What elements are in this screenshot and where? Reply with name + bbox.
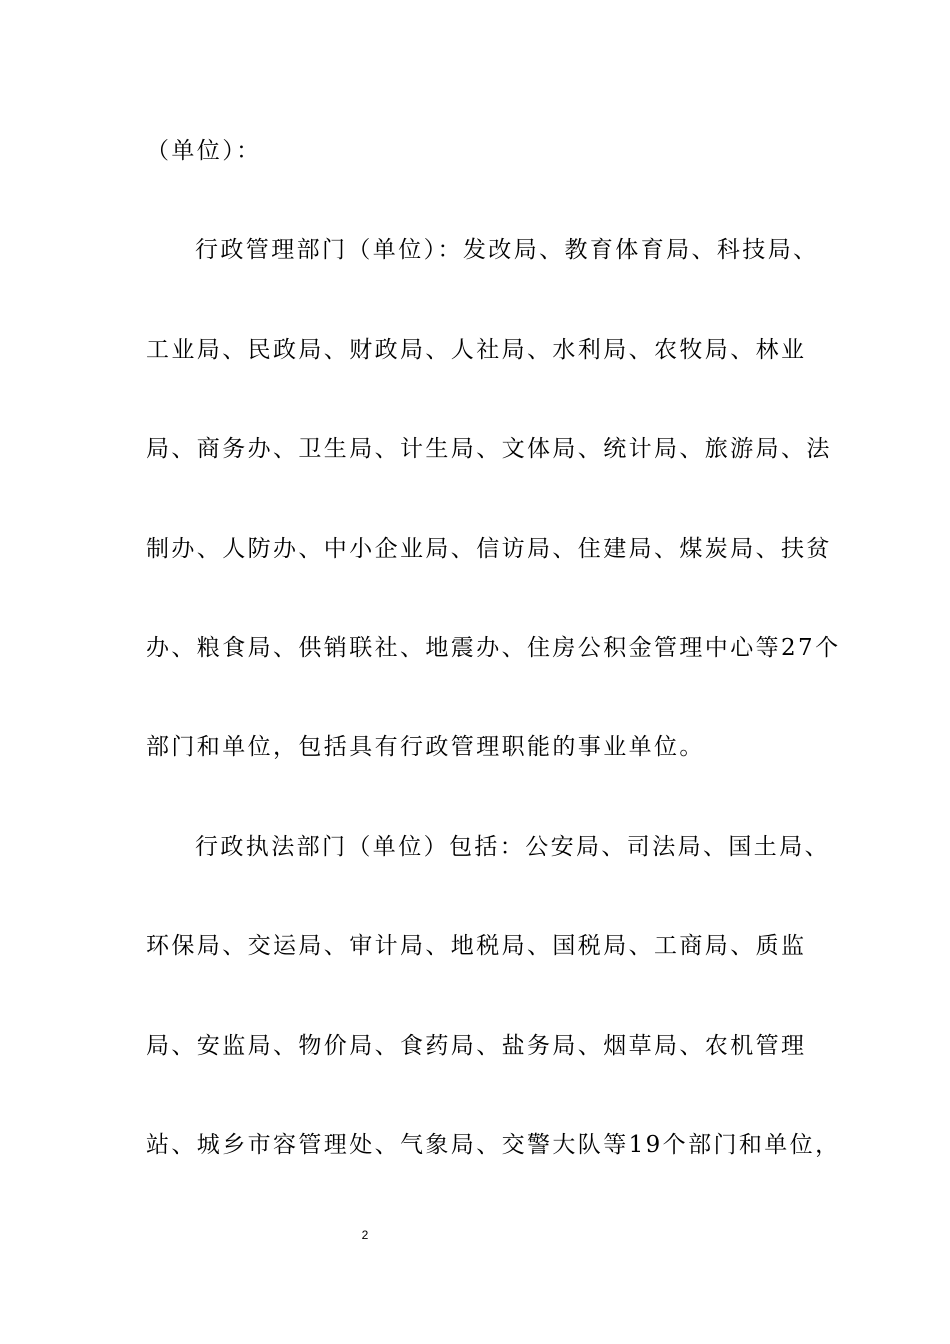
text-line: 工业局、民政局、财政局、人社局、水利局、农牧局、林业: [146, 337, 807, 363]
page-number: 2: [361, 1228, 369, 1242]
text-line: 局、安监局、物价局、食药局、盐务局、烟草局、农机管理: [146, 1033, 807, 1059]
text-line: 制办、人防办、中小企业局、信访局、住建局、煤炭局、扶贫: [146, 536, 832, 562]
paragraph-enforcement-start: 行政执法部门（单位）包括：公安局、司法局、国土局、: [195, 834, 830, 860]
text-line: 办、粮食局、供销联社、地震办、住房公积金管理中心等27个: [146, 635, 841, 661]
text-line: 局、商务办、卫生局、计生局、文体局、统计局、旅游局、法: [146, 436, 832, 462]
paragraph-admin-start: 行政管理部门（单位）：发改局、教育体育局、科技局、: [195, 237, 819, 263]
text-line: 部门和单位，包括具有行政管理职能的事业单位。: [146, 734, 705, 760]
text-line: 环保局、交运局、审计局、地税局、国税局、工商局、质监: [146, 933, 807, 959]
text-line: 站、城乡市容管理处、气象局、交警大队等19个部门和单位，: [146, 1132, 841, 1158]
text-line: （单位）：: [146, 138, 262, 164]
